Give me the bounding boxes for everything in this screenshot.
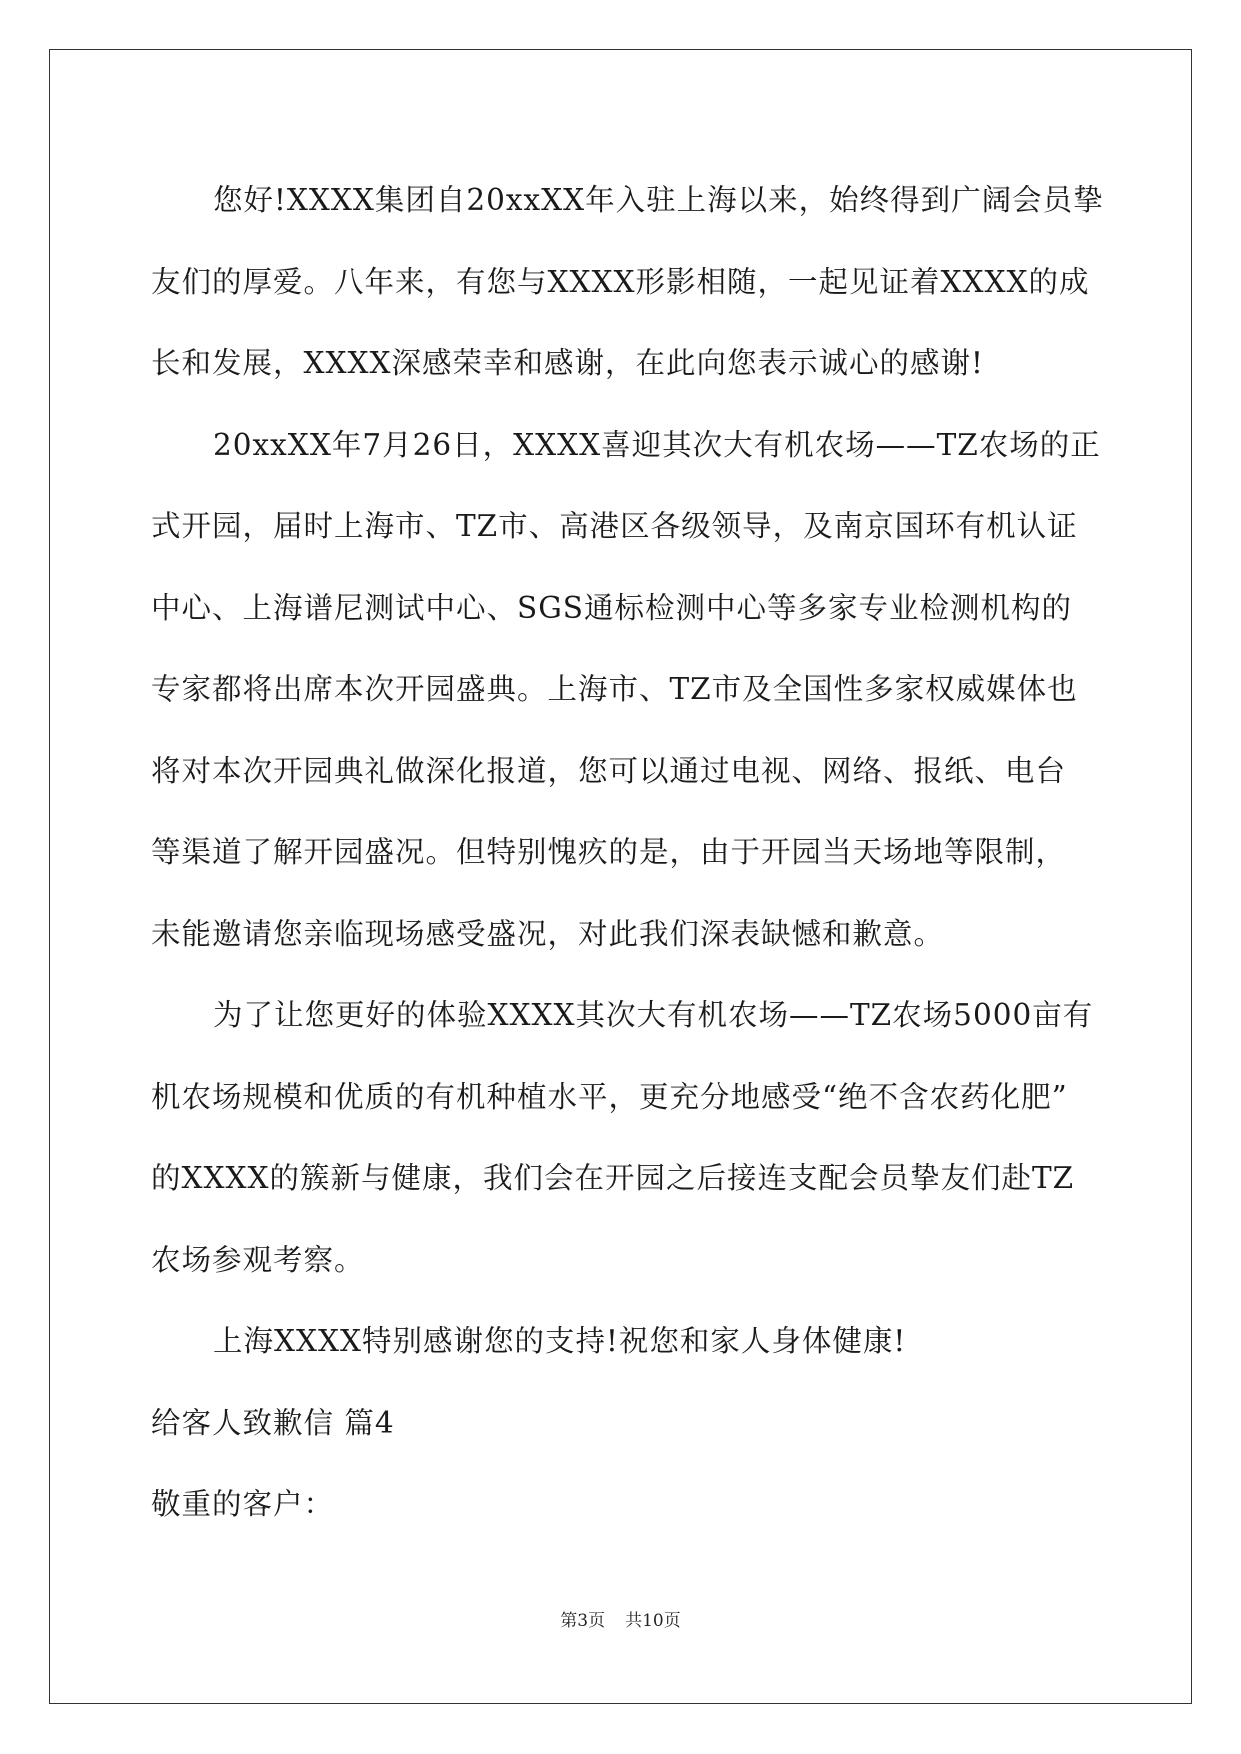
text-line: 中心、上海谱尼测试中心、SGS通标检测中心等多家专业检测机构的 bbox=[151, 590, 1072, 625]
text-line: 专家都将出席本次开园盛典。上海市、TZ市及全国性多家权威媒体也 bbox=[151, 672, 1078, 706]
page-number: 第3页 bbox=[560, 1611, 606, 1631]
text-line: 友们的厚爱。八年来，有您与XXXX形影相随，一起见证着XXXX的成 bbox=[151, 264, 1090, 299]
section-heading: 给客人致歉信 篇4 bbox=[151, 1405, 395, 1440]
text-line: 未能邀请您亲临现场感受盛况，对此我们深表缺憾和歉意。 bbox=[151, 916, 945, 951]
page-footer bbox=[0, 1609, 1241, 1633]
text-line: 您好!XXXX集团自20xxXX年入驻上海以来，始终得到广阔会员挚 bbox=[213, 183, 1104, 217]
text-line: 式开园，届时上海市、TZ市、高港区各级领导，及南京国环有机认证 bbox=[151, 509, 1078, 543]
text-line: 将对本次开园典礼做深化报道，您可以通过电视、网络、报纸、电台 bbox=[151, 753, 1067, 788]
page-total: 共10页 bbox=[625, 1611, 681, 1631]
text-line: 的XXXX的簇新与健康，我们会在开园之后接连支配会员挚友们赴TZ bbox=[151, 1161, 1075, 1195]
text-line: 机农场规模和优质的有机种植水平，更充分地感受“绝不含农药化肥” bbox=[151, 1079, 1068, 1114]
salutation: 敬重的客户： bbox=[151, 1487, 335, 1521]
paragraph-greeting bbox=[151, 160, 1104, 405]
paragraph-farm-visit bbox=[151, 975, 1094, 1301]
paragraph-closing bbox=[151, 1301, 1091, 1383]
paragraph-opening-ceremony bbox=[151, 405, 1101, 976]
document-body bbox=[151, 160, 1104, 1546]
text-line: 为了让您更好的体验XXXX其次大有机农场——TZ农场5000亩有 bbox=[213, 998, 1094, 1032]
text-line: 20xxXX年7月26日，XXXX喜迎其次大有机农场——TZ农场的正 bbox=[213, 427, 1101, 462]
text-line: 农场参观考察。 bbox=[151, 1242, 365, 1277]
text-line: 上海XXXX特别感谢您的支持!祝您和家人身体健康! bbox=[213, 1324, 907, 1358]
text-line: 长和发展，XXXX深感荣幸和感谢，在此向您表示诚心的感谢! bbox=[151, 346, 984, 380]
text-line: 等渠道了解开园盛况。但特别愧疚的是，由于开园当天场地等限制， bbox=[151, 835, 1067, 869]
